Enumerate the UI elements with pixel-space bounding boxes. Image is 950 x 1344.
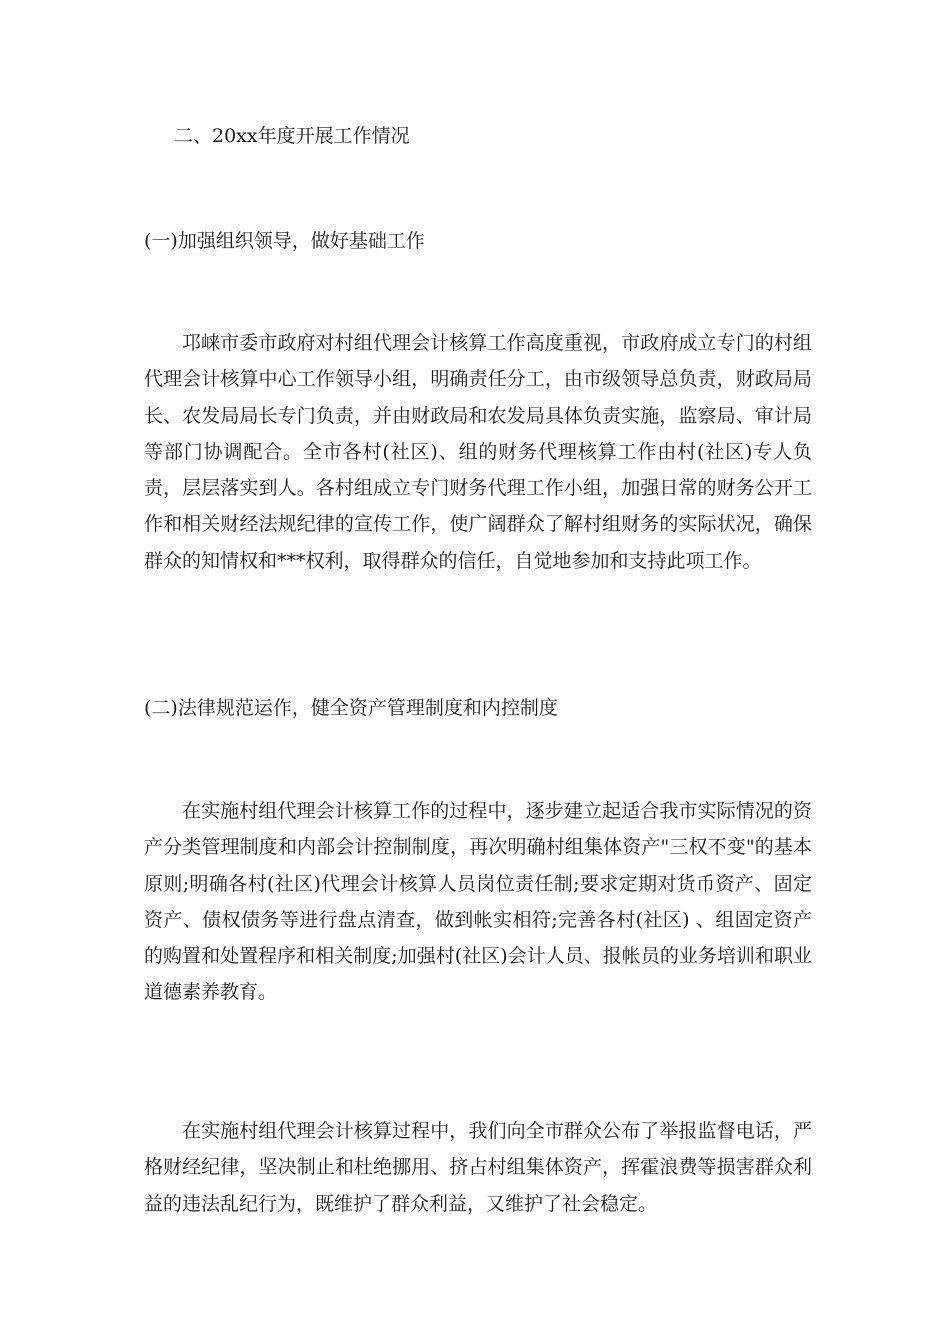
- paragraph-1: 邛崃市委市政府对村组代理会计核算工作高度重视，市政府成立专门的村组代理会计核算中心工作领导小组，明确责任分工，由市级领导总负责，财政局局长、农发局局长专门负责，并由财政局和农发局具体负责实施，监察局、审计局等部门协调配合。全市各村(社区)、组的财务代理核算工作由村(社区)专人负责，层层落实到人。各村组成立专门财务代理工作小组，加强日常的财务公开工作和相关财经法规纪律的宣传工作，使广阔群众了解村组财务的实际状况，确保群众的知情权和***权利，取得群众的信任，自觉地参加和支持此项工作。: [144, 332, 812, 572]
- paragraph-3: 在实施村组代理会计核算过程中，我们向全市群众公布了举报监督电话，严格财经纪律，坚决制止和杜绝挪用、挤占村组集体资产，挥霍浪费等损害群众利益的违法乱纪行为，既维护了群众利益，又维护了社会稳定。: [144, 1120, 812, 1215]
- subsection-title-2: (二)法律规范运作，健全资产管理制度和内控制度: [144, 697, 558, 719]
- paragraph-2: 在实施村组代理会计核算工作的过程中，逐步建立起适合我市实际情况的资产分类管理制度和内部会计控制制度，再次明确村组集体资产"三权不变"的基本原则;明确各村(社区)代理会计核算人员岗位责任制;要求定期对货币资产、固定资产、债权债务等进行盘点清查，做到帐实相符;完善各村(社区) 、组固定资产的购置和处置程序和相关制度;加强村(社区)会计人员、报帐员的业务培训和职业道德素养教育。: [144, 800, 812, 1004]
- section-title: 二、20xx年度开展工作情况: [174, 125, 410, 147]
- subsection-title-1: (一)加强组织领导，做好基础工作: [144, 230, 425, 252]
